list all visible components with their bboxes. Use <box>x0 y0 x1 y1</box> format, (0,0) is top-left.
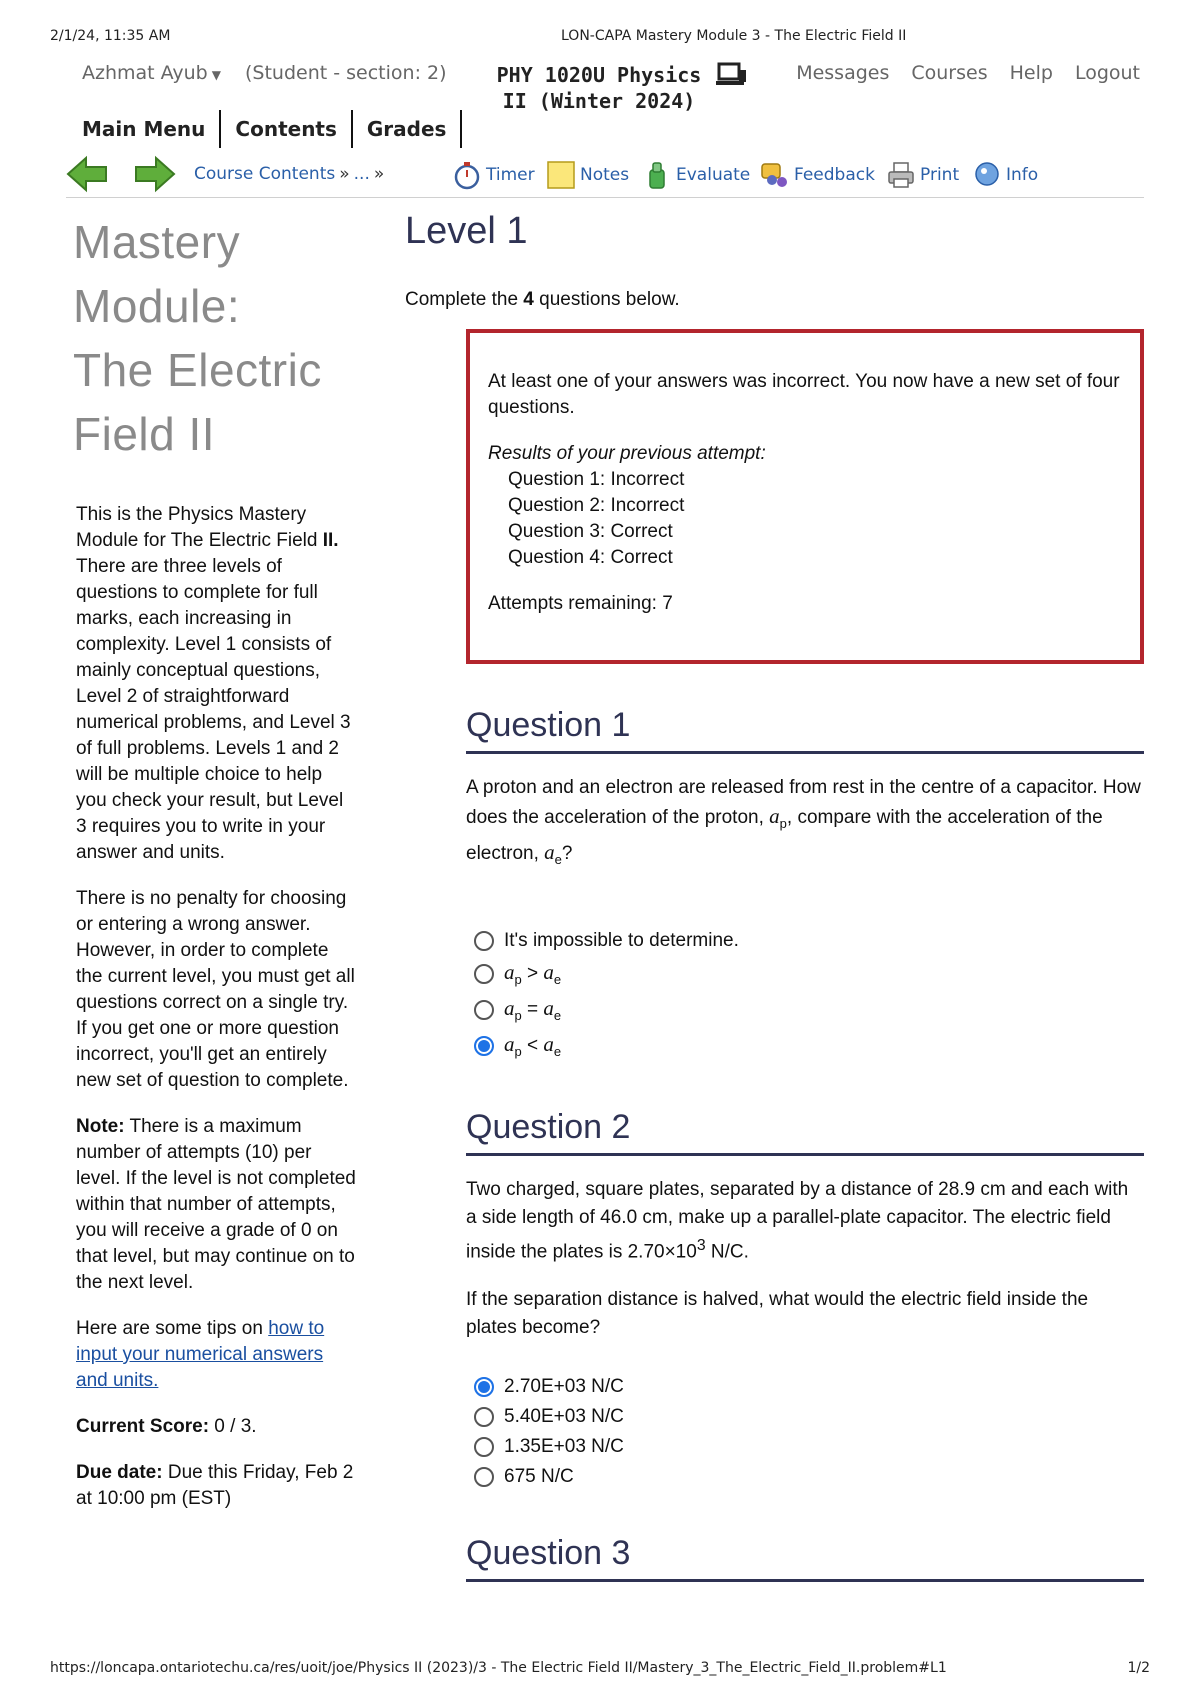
question-2 <box>466 1108 1144 1492</box>
feedback-tool[interactable] <box>760 155 875 195</box>
messages-link[interactable]: Messages <box>796 62 890 84</box>
module-title-line: Mastery <box>73 216 241 268</box>
radio-button[interactable] <box>474 1437 494 1457</box>
user-role: (Student - section: 2) <box>245 62 447 84</box>
level-title: Level 1 <box>405 210 528 252</box>
choice-4[interactable] <box>474 1462 1144 1492</box>
laptop-icon[interactable] <box>714 62 748 88</box>
choice-3[interactable] <box>474 1432 1144 1462</box>
result-item: Question 1: Incorrect <box>508 469 685 490</box>
question-title: Question 1 <box>466 706 1144 754</box>
note-text: There is a maximum number of attempts (10) per level. If the level is not completed within that number of attempts, you will receive a grade of 0 on that level, but may continue on to the next level. <box>76 1116 356 1293</box>
answer-choices <box>474 926 1144 1064</box>
choice-4[interactable] <box>474 1028 1144 1064</box>
print-tool[interactable] <box>886 155 959 195</box>
choice-label <box>504 996 561 1023</box>
note-paragraph <box>76 1114 356 1296</box>
info-icon <box>972 160 1002 190</box>
module-title-line: The Electric <box>73 344 322 396</box>
due-value: Due this Friday, Feb 2 at 10:00 pm (EST) <box>76 1462 354 1509</box>
result-item: Question 4: Correct <box>508 547 673 568</box>
choice-3[interactable] <box>474 992 1144 1028</box>
attempts-remaining: Attempts remaining: 7 <box>488 593 673 614</box>
print-header <box>50 28 1150 48</box>
radio-button[interactable] <box>474 931 494 951</box>
var-subscript: e <box>553 1007 562 1023</box>
course-title: PHY 1020U Physics II (Winter 2024) <box>496 63 702 113</box>
var-a: a <box>504 960 515 985</box>
info-tool[interactable] <box>972 155 1038 195</box>
question-text-part: , compare with the acceleration of the electron, <box>466 807 1103 864</box>
notes-icon <box>546 160 576 190</box>
question-text-part: A proton and an electron are released from rest in the centre of a capacitor. How does the acceleration of the proton, <box>466 777 1141 828</box>
module-title-line: Module: <box>73 280 241 332</box>
question-title: Question 2 <box>466 1108 1144 1156</box>
menu-grades[interactable]: Grades <box>367 110 463 148</box>
sidebar <box>73 210 356 1532</box>
radio-button-selected[interactable] <box>474 1036 494 1056</box>
radio-button[interactable] <box>474 1467 494 1487</box>
menu-main[interactable]: Main Menu <box>82 110 221 148</box>
question-count: 4 <box>523 289 534 310</box>
var-a: a <box>543 960 554 985</box>
var-subscript: p <box>514 1007 522 1023</box>
main-content <box>405 210 1150 1582</box>
choice-2[interactable] <box>474 956 1144 992</box>
attempt-alert-box <box>466 329 1144 664</box>
operator: > <box>527 963 539 985</box>
question-text <box>466 774 1144 874</box>
choice-label: 675 N/C <box>504 1465 574 1487</box>
courses-link[interactable]: Courses <box>911 62 988 84</box>
choice-label <box>504 1032 561 1059</box>
description-paragraph <box>76 502 356 866</box>
print-label: Print <box>920 165 960 185</box>
breadcrumb-separator: » <box>373 164 385 184</box>
score-value: 0 / 3. <box>209 1416 257 1437</box>
alert-message: At least one of your answers was incorrect. You now have a new set of four questions. <box>488 371 1120 418</box>
breadcrumb-separator: » <box>339 164 350 184</box>
print-title: LON-CAPA Mastery Module 3 - The Electric Field II <box>561 28 907 44</box>
info-label: Info <box>1006 165 1039 185</box>
help-link[interactable]: Help <box>1009 62 1053 84</box>
penalty-paragraph: There is no penalty for choosing or entering a wrong answer. However, in order to complete the current level, you must get all questions correct on a single try. If you get one or more question incorrect, you'll get an entirely new set of question to complete. <box>76 888 355 1091</box>
question-text-part: N/C. <box>705 1240 749 1262</box>
notes-tool[interactable] <box>546 155 629 195</box>
var-subscript: p <box>779 815 787 831</box>
main-menu-bar <box>82 110 476 148</box>
results-heading: Results of your previous attempt: <box>488 443 766 464</box>
back-arrow-icon[interactable] <box>66 155 108 193</box>
breadcrumb <box>194 164 388 184</box>
notes-label: Notes <box>580 165 630 185</box>
timer-tool[interactable] <box>452 155 535 195</box>
question-text <box>466 1176 1144 1342</box>
intro-text: Complete the <box>405 289 524 310</box>
question-1 <box>466 706 1144 1064</box>
choice-label: 5.40E+03 N/C <box>504 1405 624 1427</box>
description-text: There are three levels of questions to complete for full marks, each increasing in complexity. Level 1 consists of mainly conceptual questions, Level 2 of straightforward numerical problems, and Level 3 of full problems. Levels 1 and 2 will be multiple choice to help you check your result, but Level 3 requires you to write in your answer and units. <box>76 556 351 863</box>
tips-text: Here are some tips on <box>76 1318 269 1339</box>
var-a: a <box>504 996 515 1021</box>
var-a: a <box>543 1032 554 1057</box>
radio-button[interactable] <box>474 964 494 984</box>
question-title: Question 3 <box>466 1534 1144 1582</box>
print-url: https://loncapa.ontariotechu.ca/res/uoit/joe/Physics II (2023)/3 - The Electric Field II/Mastery_3_The_Electric_Field_II.problem#L1 <box>50 1660 947 1676</box>
question-text-part: ? <box>561 842 573 864</box>
question-text-paragraph <box>466 1176 1144 1266</box>
chevron-down-icon: ▼ <box>211 68 221 82</box>
result-item: Question 3: Correct <box>508 521 673 542</box>
result-item: Question 2: Incorrect <box>508 495 685 516</box>
note-label: Note: <box>76 1116 125 1137</box>
description-text-bold: II. <box>322 530 339 551</box>
description-text: This is the Physics Mastery Module for The Electric Field <box>76 504 323 551</box>
evaluate-label: Evaluate <box>676 165 751 185</box>
timer-label: Timer <box>486 165 535 185</box>
due-label: Due date: <box>76 1462 163 1483</box>
module-title-line: Field II <box>73 408 216 460</box>
var-subscript: p <box>514 971 522 987</box>
menu-contents[interactable]: Contents <box>235 110 352 148</box>
toolbar <box>66 155 1140 195</box>
print-footer <box>50 1660 1150 1676</box>
choice-label: 2.70E+03 N/C <box>504 1375 624 1397</box>
question-text-part: Two charged, square plates, separated by a distance of 28.9 cm and each with a side length of 46.0 cm, make up a parallel-plate capacitor. The electric field inside the plates is 2.70×10 <box>466 1178 1129 1262</box>
operator: = <box>527 999 539 1021</box>
var-subscript: e <box>553 1043 562 1059</box>
print-icon <box>886 160 916 190</box>
intro-text: questions below. <box>533 289 680 310</box>
radio-button[interactable] <box>474 1000 494 1020</box>
print-datetime: 2/1/24, 11:35 AM <box>50 28 171 44</box>
user-menu[interactable] <box>82 62 221 84</box>
top-bar <box>82 60 1140 116</box>
var-a: a <box>543 996 554 1021</box>
choice-1[interactable] <box>474 926 1144 956</box>
var-subscript: p <box>514 1043 522 1059</box>
radio-button-selected[interactable] <box>474 1377 494 1397</box>
toolbar-divider <box>66 197 1144 198</box>
choice-label: It's impossible to determine. <box>504 929 739 951</box>
evaluate-tool[interactable] <box>642 155 750 195</box>
operator: < <box>527 1035 539 1057</box>
choice-2[interactable] <box>474 1402 1144 1432</box>
forward-arrow-icon[interactable] <box>134 155 176 193</box>
var-a: a <box>544 839 555 864</box>
top-links <box>796 62 1140 84</box>
choice-1[interactable] <box>474 1372 1144 1402</box>
module-title <box>73 210 356 466</box>
breadcrumb-more[interactable]: ... <box>353 164 370 184</box>
var-a: a <box>504 1032 515 1057</box>
user-name: Azhmat Ayub <box>82 62 208 84</box>
tips-link[interactable]: how to input your numerical answers and units. <box>76 1318 325 1391</box>
current-score <box>76 1414 356 1440</box>
var-subscript: e <box>553 971 562 987</box>
choice-label <box>504 960 561 987</box>
feedback-label: Feedback <box>794 165 875 185</box>
choice-label: 1.35E+03 N/C <box>504 1435 624 1457</box>
logout-link[interactable]: Logout <box>1074 62 1140 84</box>
exponent: 3 <box>696 1236 706 1254</box>
score-label: Current Score: <box>76 1416 210 1437</box>
breadcrumb-course-contents[interactable]: Course Contents <box>194 164 336 184</box>
tips-paragraph <box>76 1316 356 1394</box>
due-date <box>76 1460 356 1512</box>
question-prompt: If the separation distance is halved, what would the electric field inside the plates become? <box>466 1288 1089 1338</box>
timer-icon <box>452 160 482 190</box>
answer-choices <box>474 1372 1144 1492</box>
page-number: 1/2 <box>1127 1660 1150 1676</box>
var-a: a <box>769 804 780 828</box>
feedback-icon <box>760 160 790 190</box>
radio-button[interactable] <box>474 1407 494 1427</box>
module-description <box>76 502 356 1512</box>
var-subscript: e <box>554 851 562 867</box>
evaluate-icon <box>642 160 672 190</box>
question-3 <box>466 1534 1144 1582</box>
level-intro <box>405 289 1150 311</box>
